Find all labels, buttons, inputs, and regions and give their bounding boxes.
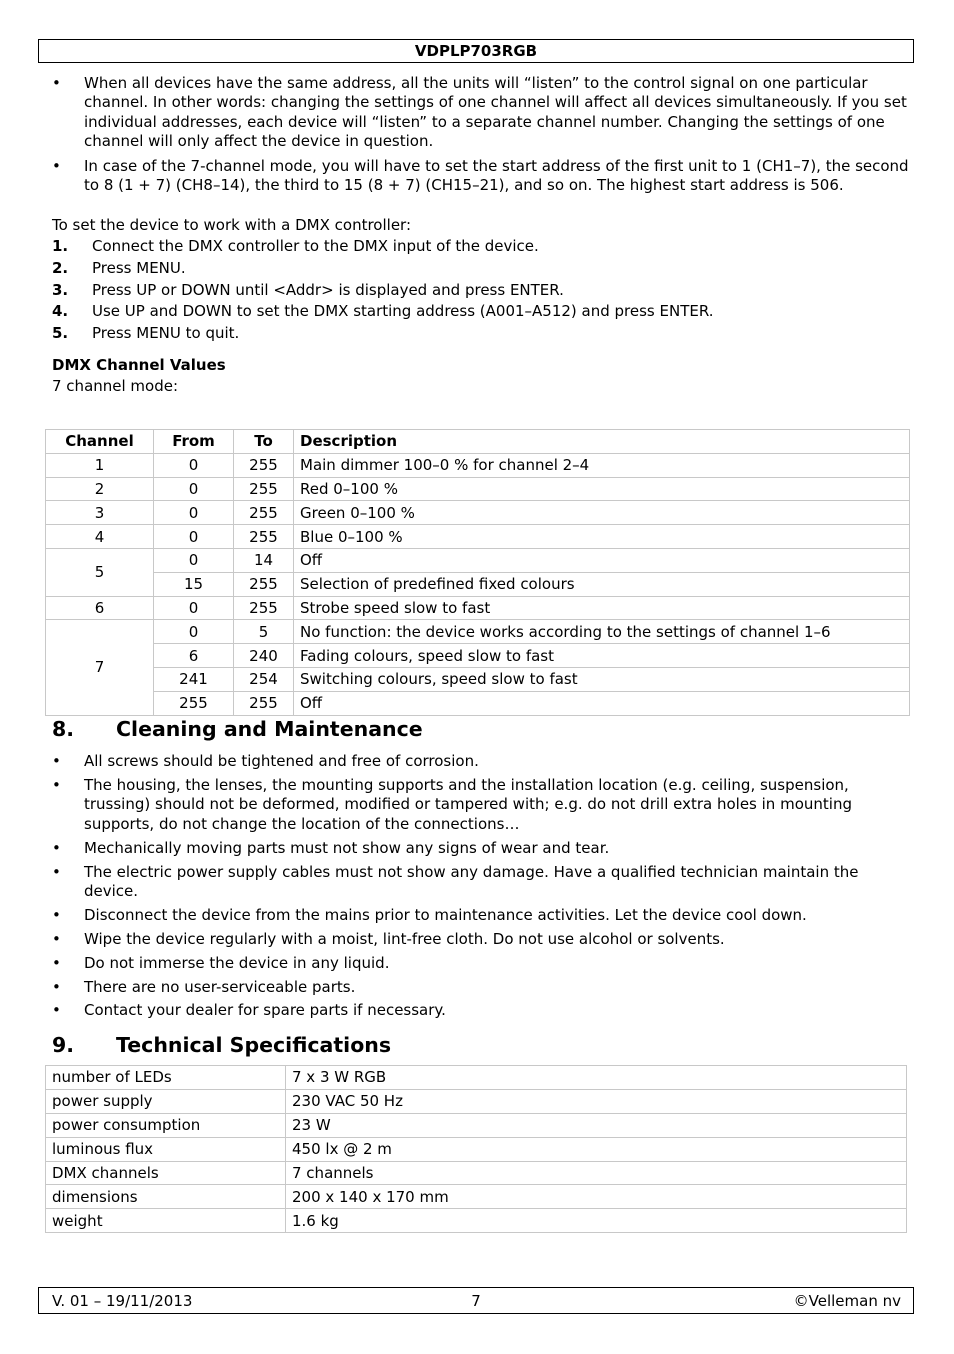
from-cell: 255 <box>154 691 234 715</box>
channel-cell: 2 <box>46 477 154 501</box>
step-number: 2. <box>52 259 69 278</box>
table-row <box>46 1066 907 1090</box>
bullet-text: Disconnect the device from the mains prior to maintenance activities. Let the device cool down. <box>84 905 807 924</box>
to-cell: 255 <box>234 596 294 620</box>
bullet-icon: • <box>52 1001 61 1020</box>
channel-cell: 6 <box>46 596 154 620</box>
spec-value: 1.6 kg <box>286 1209 907 1233</box>
channel-cell: 1 <box>46 453 154 477</box>
description-cell: Selection of predefined fixed colours <box>294 572 910 596</box>
description-cell: Switching colours, speed slow to fast <box>294 667 910 691</box>
bullet-text: In case of the 7-channel mode, you will have to set the start address of the first unit to 1 (CH1–7), the second to 8 (1 + 7) (CH8–14), the third to 15 (8 + 7) (CH15–21), and so on. The highest start address is 506. <box>84 156 909 195</box>
channel-cell: 3 <box>46 501 154 525</box>
list-item <box>52 74 912 152</box>
step-text: Use UP and DOWN to set the DMX starting address (A001–A512) and press ENTER. <box>92 302 714 321</box>
header-title: VDPLP703RGB <box>414 42 538 60</box>
bullet-text: The electric power supply cables must not show any damage. Have a qualified technician maintain the device. <box>84 862 859 900</box>
step-text: Press MENU. <box>92 259 186 278</box>
from-cell: 0 <box>154 453 234 477</box>
bullet-text: Mechanically moving parts must not show any signs of wear and tear. <box>84 838 610 857</box>
description-cell: Off <box>294 691 910 715</box>
to-cell: 5 <box>234 620 294 644</box>
step-text: Connect the DMX controller to the DMX input of the device. <box>92 237 539 256</box>
step-text: Press MENU to quit. <box>92 323 240 342</box>
spec-key: dimensions <box>46 1185 286 1209</box>
from-cell: 6 <box>154 644 234 668</box>
spec-value: 450 lx @ 2 m <box>286 1137 907 1161</box>
page-number: 7 <box>471 1292 481 1310</box>
spec-value: 200 x 140 x 170 mm <box>286 1185 907 1209</box>
to-cell: 255 <box>234 572 294 596</box>
step-number: 1. <box>52 237 69 256</box>
table-row <box>46 1089 907 1113</box>
channel-cell: 5 <box>46 548 154 596</box>
spec-key: power consumption <box>46 1113 286 1137</box>
description-cell: Strobe speed slow to fast <box>294 596 910 620</box>
table-row <box>46 1137 907 1161</box>
spec-key: luminous flux <box>46 1137 286 1161</box>
list-item <box>52 839 912 858</box>
description-cell: Main dimmer 100–0 % for channel 2–4 <box>294 453 910 477</box>
bullet-text: When all devices have the same address, all the units will “listen” to the control signal on one particular channel. In other words: changing the settings of one channel will affect all devices simultaneously. If you set individual addresses, each device will “listen” to a separate channel number. Changing the settings of one channel will only affect the device in question. <box>84 74 907 151</box>
version-label: V. 01 – 19/11/2013 <box>52 1292 193 1310</box>
table-header-row <box>46 430 910 454</box>
to-cell: 14 <box>234 548 294 572</box>
table-row <box>46 1185 907 1209</box>
channel-cell: 4 <box>46 525 154 549</box>
dmx-channel-table <box>45 429 910 716</box>
bullet-icon: • <box>52 905 61 924</box>
from-cell: 241 <box>154 667 234 691</box>
bullet-icon: • <box>52 953 61 972</box>
spec-value: 230 VAC 50 Hz <box>286 1089 907 1113</box>
to-cell: 254 <box>234 667 294 691</box>
spec-value: 7 x 3 W RGB <box>286 1066 907 1090</box>
table-row <box>46 691 910 715</box>
dmx-heading: DMX Channel Values <box>52 356 226 375</box>
maintenance-list <box>52 752 912 1025</box>
from-cell: 0 <box>154 620 234 644</box>
bullet-icon: • <box>52 156 61 175</box>
to-cell: 255 <box>234 501 294 525</box>
table-row <box>46 1113 907 1137</box>
from-cell: 0 <box>154 548 234 572</box>
copyright-label: ©Velleman nv <box>793 1292 901 1310</box>
spec-value: 23 W <box>286 1113 907 1137</box>
to-cell: 240 <box>234 644 294 668</box>
list-item <box>52 930 912 949</box>
table-row <box>46 667 910 691</box>
table-row <box>46 572 910 596</box>
table-row <box>46 620 910 644</box>
list-item <box>52 954 912 973</box>
from-cell: 0 <box>154 596 234 620</box>
table-row <box>46 477 910 501</box>
table-row <box>46 525 910 549</box>
section-number: 9. <box>52 1033 75 1057</box>
bullet-icon: • <box>52 977 61 996</box>
section-number: 8. <box>52 717 75 741</box>
description-cell: Green 0–100 % <box>294 501 910 525</box>
bullet-icon: • <box>52 929 61 948</box>
description-cell: Off <box>294 548 910 572</box>
bullet-icon: • <box>52 862 61 881</box>
spec-key: DMX channels <box>46 1161 286 1185</box>
intro-text: To set the device to work with a DMX controller: <box>52 216 412 235</box>
step-number: 4. <box>52 302 69 321</box>
column-header: Channel <box>46 430 154 454</box>
list-item <box>52 978 912 997</box>
section-9-heading <box>52 1033 391 1057</box>
bullet-text: There are no user-serviceable parts. <box>84 977 356 996</box>
to-cell: 255 <box>234 453 294 477</box>
bullet-icon: • <box>52 775 61 794</box>
bullet-list-top <box>52 74 912 195</box>
bullet-text: The housing, the lenses, the mounting supports and the installation location (e.g. ceiling, suspension, trussing) should not be deformed, modified or tampered with; e.g. do not drill extra holes in mounting supports, do not change the location of the connections… <box>84 775 852 833</box>
step-text: Press UP or DOWN until <Addr> is displayed and press ENTER. <box>92 280 564 299</box>
spec-key: power supply <box>46 1089 286 1113</box>
list-item <box>52 776 912 834</box>
table-row <box>46 1209 907 1233</box>
description-cell: Fading colours, speed slow to fast <box>294 644 910 668</box>
table-row <box>46 644 910 668</box>
step-number: 3. <box>52 280 69 299</box>
list-item <box>52 863 912 902</box>
table-row <box>46 1161 907 1185</box>
table-row <box>46 596 910 620</box>
step-item <box>52 236 912 258</box>
column-header: To <box>234 430 294 454</box>
channel-cell: 7 <box>46 620 154 715</box>
page-footer <box>38 1287 914 1314</box>
from-cell: 0 <box>154 525 234 549</box>
description-cell: Blue 0–100 % <box>294 525 910 549</box>
list-item <box>52 752 912 771</box>
bullet-icon: • <box>52 838 61 857</box>
to-cell: 255 <box>234 525 294 549</box>
specs-table <box>45 1065 907 1233</box>
from-cell: 15 <box>154 572 234 596</box>
spec-key: number of LEDs <box>46 1066 286 1090</box>
step-item <box>52 323 912 345</box>
to-cell: 255 <box>234 691 294 715</box>
table-row <box>46 453 910 477</box>
column-header: From <box>154 430 234 454</box>
step-item <box>52 258 912 280</box>
dmx-mode-label: 7 channel mode: <box>52 377 179 396</box>
description-cell: No function: the device works according to the settings of channel 1–6 <box>294 620 910 644</box>
list-item <box>52 906 912 925</box>
description-cell: Red 0–100 % <box>294 477 910 501</box>
table-row <box>46 548 910 572</box>
step-item <box>52 301 912 323</box>
bullet-icon: • <box>52 74 61 92</box>
section-8-heading <box>52 717 423 741</box>
table-row <box>46 501 910 525</box>
from-cell: 0 <box>154 477 234 501</box>
to-cell: 255 <box>234 477 294 501</box>
main-content <box>52 74 912 397</box>
bullet-text: Do not immerse the device in any liquid. <box>84 953 390 972</box>
bullet-text: Contact your dealer for spare parts if necessary. <box>84 1001 446 1020</box>
page-header <box>38 39 914 63</box>
section-title: Technical Specifications <box>116 1033 392 1057</box>
spec-key: weight <box>46 1209 286 1233</box>
list-item <box>52 1001 912 1020</box>
steps-list <box>52 236 912 344</box>
list-item <box>52 157 912 196</box>
bullet-icon: • <box>52 752 61 770</box>
bullet-text: Wipe the device regularly with a moist, lint-free cloth. Do not use alcohol or solvents. <box>84 929 725 948</box>
column-header: Description <box>294 430 910 454</box>
from-cell: 0 <box>154 501 234 525</box>
section-title: Cleaning and Maintenance <box>116 717 423 741</box>
step-number: 5. <box>52 323 69 342</box>
spec-value: 7 channels <box>286 1161 907 1185</box>
step-item <box>52 280 912 302</box>
bullet-text: All screws should be tightened and free of corrosion. <box>84 752 479 770</box>
